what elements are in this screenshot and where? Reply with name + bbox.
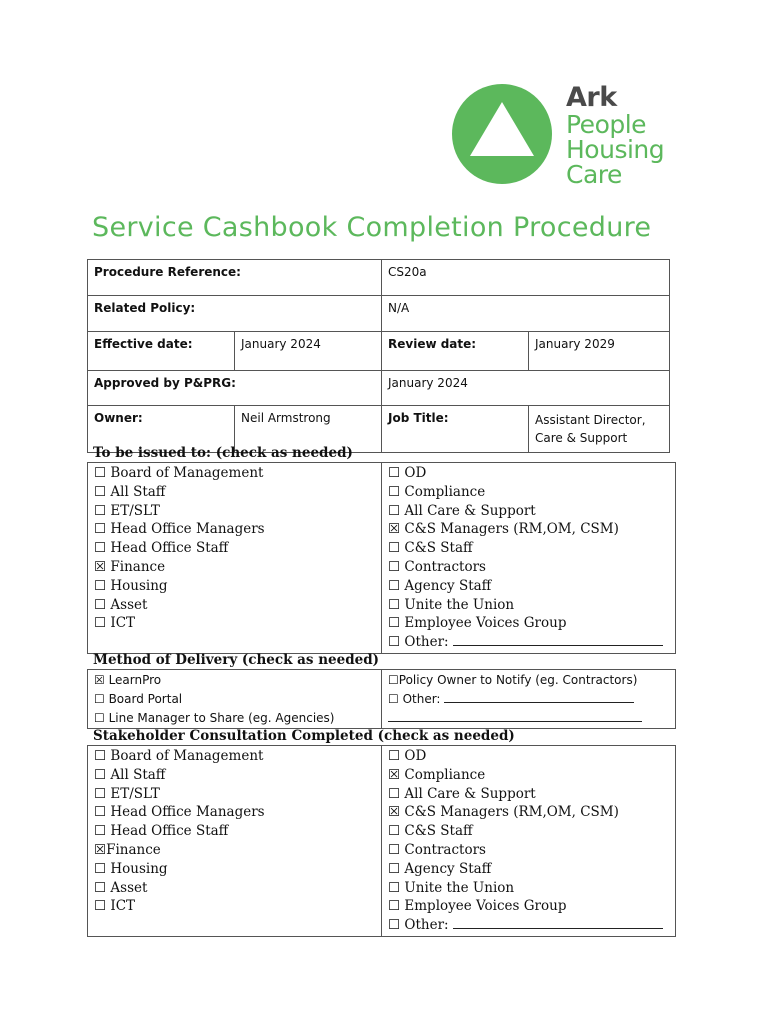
logo-housing: Housing [566, 135, 665, 164]
checkbox-employee-voices-group[interactable]: ☐ Employee Voices Group [388, 615, 567, 632]
checkbox-head-office-managers[interactable]: ☐ Head Office Managers [94, 521, 265, 538]
sh-checkbox-od[interactable]: ☐ OD [388, 748, 427, 764]
checkbox-all-staff[interactable]: ☐ All Staff [94, 483, 166, 500]
checkbox-et-slt[interactable]: ☐ ET/SLT [94, 502, 160, 519]
owner-label: Owner: [88, 406, 235, 453]
proc-ref-label: Procedure Reference: [88, 260, 382, 296]
job-title-value: Assistant Director, Care & Support [529, 406, 670, 453]
sh-checkbox-other[interactable] [388, 916, 669, 935]
delivery-other-extra-line[interactable] [388, 709, 669, 728]
sh-checkbox-et-slt[interactable]: ☐ ET/SLT [94, 785, 160, 802]
checkbox-delivery-other[interactable] [388, 690, 669, 709]
stakeholder-heading: Stakeholder Consultation Completed (check as needed) [93, 728, 515, 744]
sh-checkbox-agency-staff[interactable]: ☐ Agency Staff [388, 860, 492, 877]
owner-value: Neil Armstrong [235, 406, 382, 453]
issued-right-column [381, 463, 675, 653]
sh-checkbox-all-staff[interactable]: ☐ All Staff [94, 766, 166, 783]
checkbox-cs-managers[interactable]: ☒ C&S Managers (RM,OM, CSM) [388, 521, 619, 538]
checkbox-board-of-management[interactable]: ☐ Board of Management [94, 465, 264, 481]
sh-checkbox-employee-voices-group[interactable]: ☐ Employee Voices Group [388, 898, 567, 915]
sh-checkbox-cs-staff[interactable]: ☐ C&S Staff [388, 823, 473, 840]
checkbox-housing[interactable]: ☐ Housing [94, 577, 168, 594]
effective-value: January 2024 [235, 332, 382, 371]
checkbox-cs-staff[interactable]: ☐ C&S Staff [388, 540, 473, 557]
checkbox-board-portal[interactable]: ☐ Board Portal [94, 691, 183, 706]
sh-checkbox-asset[interactable]: ☐ Asset [94, 879, 148, 896]
checkbox-line-manager[interactable]: ☐ Line Manager to Share (eg. Agencies) [94, 710, 335, 725]
sh-checkbox-finance[interactable]: ☒Finance [94, 841, 161, 858]
sh-checkbox-housing[interactable]: ☐ Housing [94, 860, 168, 877]
sh-checkbox-other-label: ☐ Other: [388, 917, 449, 934]
ark-logo [450, 84, 690, 194]
stakeholder-left-column [88, 746, 381, 936]
checkbox-agency-staff[interactable]: ☐ Agency Staff [388, 577, 492, 594]
checkbox-contractors[interactable]: ☐ Contractors [388, 558, 486, 575]
issued-left-column [88, 463, 381, 653]
checkbox-learnpro[interactable]: ☒ LearnPro [94, 673, 162, 687]
checkbox-asset[interactable]: ☐ Asset [94, 596, 148, 613]
logo-people: People [566, 110, 647, 139]
checkbox-od[interactable]: ☐ OD [388, 465, 427, 481]
checkbox-compliance[interactable]: ☐ Compliance [388, 483, 486, 500]
triangle-logo-icon [450, 84, 560, 194]
checkbox-other[interactable] [388, 633, 669, 652]
sh-checkbox-compliance[interactable]: ☒ Compliance [388, 766, 486, 783]
approved-value: January 2024 [382, 371, 670, 406]
checkbox-delivery-other-label: ☐ Other: [388, 691, 441, 706]
procedure-meta-table [87, 259, 670, 453]
delivery-other-text-field[interactable] [444, 690, 634, 703]
issued-heading: To be issued to: (check as needed) [93, 445, 353, 461]
stakeholder-section [87, 727, 676, 937]
logo-care: Care [566, 160, 622, 189]
sh-checkbox-contractors[interactable]: ☐ Contractors [388, 841, 486, 858]
review-label: Review date: [382, 332, 529, 371]
policy-label: Related Policy: [88, 296, 382, 332]
policy-value: N/A [382, 296, 670, 332]
checkbox-ict[interactable]: ☐ ICT [94, 615, 136, 632]
checkbox-unite-the-union[interactable]: ☐ Unite the Union [388, 596, 515, 613]
sh-checkbox-unite-the-union[interactable]: ☐ Unite the Union [388, 879, 515, 896]
sh-checkbox-board-of-management[interactable]: ☐ Board of Management [94, 748, 264, 764]
checkbox-head-office-staff[interactable]: ☐ Head Office Staff [94, 540, 229, 557]
sh-checkbox-all-care-support[interactable]: ☐ All Care & Support [388, 785, 536, 802]
checkbox-policy-owner-notify[interactable]: ☐Policy Owner to Notify (eg. Contractors) [388, 673, 638, 687]
delivery-heading: Method of Delivery (check as needed) [93, 652, 380, 668]
logo-wordmark [566, 84, 664, 187]
delivery-section [87, 651, 676, 729]
checkbox-all-care-support[interactable]: ☐ All Care & Support [388, 502, 536, 519]
effective-label: Effective date: [88, 332, 235, 371]
logo-ark: Ark [566, 82, 617, 113]
approved-label: Approved by P&PRG: [88, 371, 382, 406]
issued-section [87, 444, 676, 654]
delivery-left-column [88, 670, 381, 728]
checkbox-other-label: ☐ Other: [388, 634, 449, 651]
stakeholder-right-column [381, 746, 675, 936]
delivery-right-column [381, 670, 675, 728]
sh-checkbox-ict[interactable]: ☐ ICT [94, 898, 136, 915]
proc-ref-value: CS20a [382, 260, 670, 296]
checkbox-finance[interactable]: ☒ Finance [94, 558, 166, 575]
sh-checkbox-head-office-managers[interactable]: ☐ Head Office Managers [94, 804, 265, 821]
sh-checkbox-head-office-staff[interactable]: ☐ Head Office Staff [94, 823, 229, 840]
review-value: January 2029 [529, 332, 670, 371]
job-title-label: Job Title: [382, 406, 529, 453]
page-title: Service Cashbook Completion Procedure [92, 212, 652, 243]
sh-other-text-field[interactable] [453, 916, 663, 929]
sh-checkbox-cs-managers[interactable]: ☒ C&S Managers (RM,OM, CSM) [388, 804, 619, 821]
other-text-field[interactable] [453, 633, 663, 646]
